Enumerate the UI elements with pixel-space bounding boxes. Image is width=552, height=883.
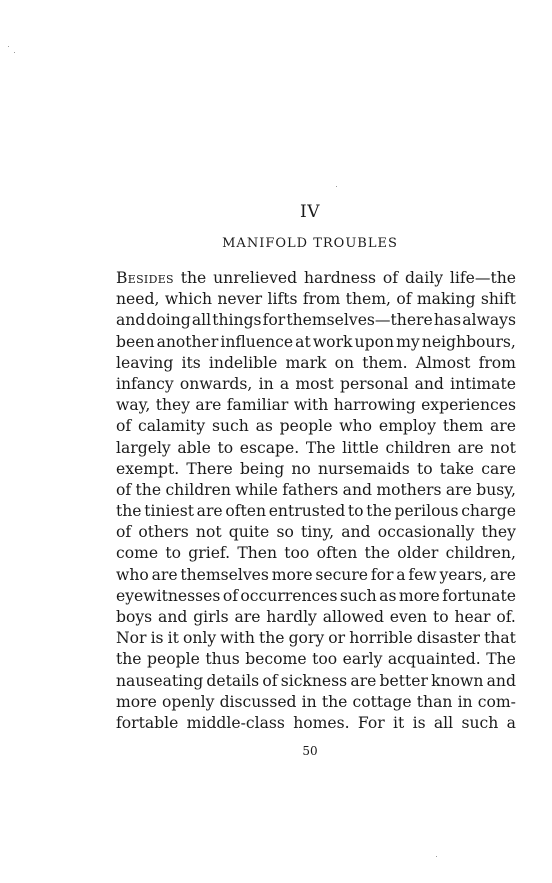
text-line: leaving its indelible mark on them. Almost from (116, 353, 516, 372)
text-line: been another influence at work upon my neighbours, (116, 332, 516, 351)
text-line: Nor is it only with the gory or horrible disaster that (116, 629, 516, 648)
text-line: of others not quite so tiny, and occasionally they (116, 523, 516, 542)
text-line: infancy onwards, in a most personal and intimate (116, 374, 516, 393)
text-line: boys and girls are hardly allowed even to hear of. (116, 608, 516, 626)
text-line: who are themselves more secure for a few years, are (116, 565, 516, 584)
text-line: the people thus become too early acquainted. The (116, 650, 516, 669)
text-line: of calamity such as people who employ them are (116, 417, 516, 436)
text-line: come to grief. Then too often the older children, (116, 544, 516, 563)
text-line: eyewitnesses of occurrences such as more fortunate (116, 586, 516, 605)
text-line: more openly discussed in the cottage than in com- (116, 692, 516, 711)
text-line: exempt. There being no nursemaids to take care (116, 459, 516, 478)
text-line: nauseating details of sickness are better known and (116, 671, 516, 690)
text-line: of the children while fathers and mothers are busy, (116, 480, 516, 499)
scan-speck (336, 186, 337, 187)
text-line: Besides the unrelieved hardness of daily life—the (116, 269, 516, 287)
chapter-number: IV (300, 202, 320, 222)
scan-speck (14, 52, 15, 53)
text-line: the tiniest are often entrusted to the perilous charge (116, 502, 516, 521)
scan-speck (8, 46, 9, 47)
text-line: fortable middle-class homes. For it is all such a (116, 713, 516, 732)
text-line: need, which never lifts from them, of making shift (116, 290, 516, 309)
body-text (116, 268, 516, 734)
chapter-title: MANIFOLD TROUBLES (222, 236, 398, 251)
scan-speck (436, 856, 437, 857)
page-number: 50 (302, 744, 318, 758)
text-line: way, they are familiar with harrowing experiences (116, 396, 516, 415)
text-line: and doing all things for themselves—there has always (116, 311, 516, 330)
text-line: largely able to escape. The little children are not (116, 438, 516, 457)
